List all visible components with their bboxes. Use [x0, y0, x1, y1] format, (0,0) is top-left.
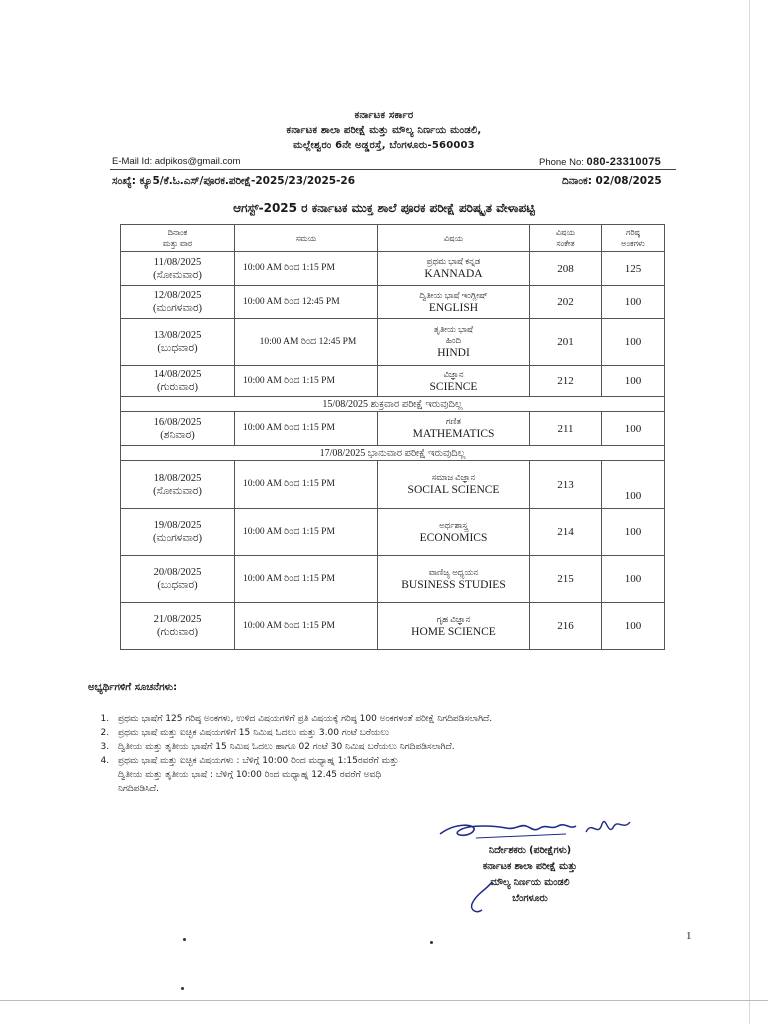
- list-item: 2. ಪ್ರಥಮ ಭಾಷೆ ಮತ್ತು ಐಚ್ಛಿಕ ವಿಷಯಗಳಿಗೆ 15 ನಿಮಿಷ ಓದಲು ಮತ್ತು 3.00 ಗಂಟೆ ಬರೆಯಲು: [112, 726, 712, 740]
- cell-marks: 100: [602, 603, 665, 650]
- table-row: [121, 366, 665, 397]
- note4-line2: ದ್ವಿತೀಯ ಮತ್ತು ತೃತೀಯ ಭಾಷೆ : ಬೆಳಿಗ್ಗೆ 10:00 ರಿಂದ ಮಧ್ಯಾಹ್ನ 12.45 ರವರೆಗೆ ಅವಧಿ: [118, 770, 382, 780]
- cell-code: 216: [530, 603, 602, 650]
- list-item: 3. ದ್ವಿತೀಯ ಮತ್ತು ತೃತೀಯ ಭಾಷೆಗೆ 15 ನಿಮಿಷ ಓದಲು ಹಾಗೂ 02 ಗಂಟೆ 30 ನಿಮಿಷ ಬರೆಯಲು ನಿಗದಿಪಡಿಸಲಾಗಿದೆ.: [112, 740, 712, 754]
- table-row-holiday: [121, 397, 665, 412]
- cell-time: 10:00 AM ರಿಂದ 1:15 PM: [235, 461, 378, 509]
- phone-label: Phone No:: [539, 157, 584, 168]
- header-address: ಮಲ್ಲೇಶ್ವರಂ 6ನೇ ಅಡ್ಡರಸ್ತೆ, ಬೆಂಗಳೂರು-560003: [293, 140, 475, 151]
- cell-date: 11/08/2025 (ಸೋಮವಾರ): [121, 252, 235, 286]
- header-rule: [110, 169, 676, 170]
- cell-date: 14/08/2025 (ಗುರುವಾರ): [121, 366, 235, 397]
- list-item: 1. ಪ್ರಥಮ ಭಾಷೆಗೆ 125 ಗರಿಷ್ಠ ಅಂಕಗಳು, ಉಳಿದ ವಿಷಯಗಳಿಗೆ ಪ್ರತಿ ವಿಷಯಕ್ಕೆ ಗರಿಷ್ಠ 100 ಅಂಕಗಳಂತೆ ಪರೀಕ್ಷೆ ನಿಗದಿಪಡಿಸಲಾಗಿದೆ.: [112, 712, 712, 726]
- table-row: [121, 252, 665, 286]
- header-board: ಕರ್ನಾಟಕ ಶಾಲಾ ಪರೀಕ್ಷೆ ಮತ್ತು ಮೌಲ್ಯ ನಿರ್ಣಯ ಮಂಡಲಿ,: [286, 125, 482, 136]
- cell-date: 18/08/2025 (ಸೋಮವಾರ): [121, 461, 235, 509]
- timetable: [120, 224, 665, 650]
- col-header-time: ಸಮಯ: [235, 225, 378, 252]
- page-title: ಆಗಸ್ಟ್-2025 ರ ಕರ್ನಾಟಕ ಮುಕ್ತ ಶಾಲೆ ಪೂರಕ ಪರೀಕ್ಷೆ ಪರಿಷ್ಕೃತ ವೇಳಾಪಟ್ಟಿ: [233, 201, 535, 215]
- cell-marks: 100: [602, 319, 665, 366]
- cell-marks: 100: [602, 509, 665, 556]
- cell-date: 20/08/2025 (ಬುಧವಾರ): [121, 556, 235, 603]
- list-item: [112, 754, 712, 796]
- table-row: [121, 412, 665, 446]
- cell-time: 10:00 AM ರಿಂದ 1:15 PM: [235, 366, 378, 397]
- phone-number: 080-23310075: [586, 156, 662, 168]
- scan-speck: [430, 941, 433, 944]
- cell-date: 19/08/2025 (ಮಂಗಳವಾರ): [121, 509, 235, 556]
- table-row: [121, 461, 665, 509]
- cell-date: 12/08/2025 (ಮಂಗಳವಾರ): [121, 286, 235, 319]
- cell-code: 211: [530, 412, 602, 446]
- signatory-city: ಬೆಂಗಳೂರು: [512, 893, 548, 904]
- cell-code: 213: [530, 461, 602, 509]
- note4-line1: ಪ್ರಥಮ ಭಾಷೆ ಮತ್ತು ಐಚ್ಛಿಕ ವಿಷಯಗಳು : ಬೆಳಿಗ್ಗೆ 10:00 ರಿಂದ ಮಧ್ಯಾಹ್ನ 1:15ರವರೆಗೆ ಮತ್ತು: [118, 756, 399, 766]
- notes-list: [90, 712, 712, 796]
- cell-code: 202: [530, 286, 602, 319]
- cell-code: 212: [530, 366, 602, 397]
- reference-number: ಸಂಖ್ಯೆ: ಕ್ಯೂ5/ಕೆ.ಓ.ಎಸ್/ಪೂರಕ.ಪರೀಕ್ಷೆ-2025/23/2025-26: [112, 175, 356, 187]
- signatory-org-line1: ಕರ್ನಾಟಕ ಶಾಲಾ ಪರೀಕ್ಷೆ ಮತ್ತು: [482, 861, 578, 872]
- cell-marks: 100: [602, 412, 665, 446]
- cell-code: 201: [530, 319, 602, 366]
- cell-subject: ಗೃಹ ವಿಜ್ಞಾನ HOME SCIENCE: [378, 603, 530, 650]
- scan-speck: [183, 938, 186, 941]
- cell-marks: 100: [602, 286, 665, 319]
- table-row: [121, 509, 665, 556]
- cell-time: 10:00 AM ರಿಂದ 1:15 PM: [235, 556, 378, 603]
- cell-marks: 100: [602, 556, 665, 603]
- scan-edge: [749, 0, 750, 1024]
- table-row: [121, 603, 665, 650]
- table-row: [121, 286, 665, 319]
- phone-text: [539, 156, 661, 168]
- cell-time: 10:00 AM ರಿಂದ 1:15 PM: [235, 509, 378, 556]
- signature-flourish: [462, 880, 502, 916]
- cell-subject: ಗಣಿತ MATHEMATICS: [378, 412, 530, 446]
- cell-marks: 100: [602, 366, 665, 397]
- notes-heading: ಅಭ್ಯರ್ಥಿಗಳಿಗೆ ಸೂಚನೆಗಳು:: [88, 682, 178, 693]
- cell-code: 214: [530, 509, 602, 556]
- header-govt: ಕರ್ನಾಟಕ ಸರ್ಕಾರ: [354, 110, 414, 121]
- holiday-note: 15/08/2025 ಶುಕ್ರವಾರ ಪರೀಕ್ಷೆ ಇರುವುದಿಲ್ಲ: [121, 397, 665, 412]
- cell-marks: 125: [602, 252, 665, 286]
- cell-marks: 100: [602, 461, 665, 509]
- signatory-designation: ನಿರ್ದೇಶಕರು (ಪರೀಕ್ಷೆಗಳು): [488, 845, 572, 856]
- scan-bottom-edge: [0, 1000, 768, 1001]
- cell-date: 13/08/2025 (ಬುಧವಾರ): [121, 319, 235, 366]
- email-text: E-Mail Id: adpikos@gmail.com: [112, 156, 241, 167]
- cell-subject: ದ್ವಿತೀಯ ಭಾಷೆ ಇಂಗ್ಲೀಷ್ ENGLISH: [378, 286, 530, 319]
- table-row: [121, 556, 665, 603]
- cell-subject: ಸಮಾಜ ವಿಜ್ಞಾನ SOCIAL SCIENCE: [378, 461, 530, 509]
- table-row: [121, 319, 665, 366]
- holiday-note: 17/08/2025 ಭಾನುವಾರ ಪರೀಕ್ಷೆ ಇರುವುದಿಲ್ಲ: [121, 446, 665, 461]
- cell-date: 16/08/2025 (ಶನಿವಾರ): [121, 412, 235, 446]
- cell-time: 10:00 AM ರಿಂದ 12:45 PM: [235, 319, 378, 366]
- cell-subject: ವಿಜ್ಞಾನ SCIENCE: [378, 366, 530, 397]
- table-row-holiday: [121, 446, 665, 461]
- scan-speck: [181, 987, 184, 990]
- cell-date: 21/08/2025 (ಗುರುವಾರ): [121, 603, 235, 650]
- cell-subject: ತೃತೀಯ ಭಾಷೆ ಹಿಂದಿ HINDI: [378, 319, 530, 366]
- document-date: ದಿನಾಂಕ: 02/08/2025: [562, 175, 662, 187]
- note4-line3: ನಿಗದಿಪಡಿಸಿದೆ.: [118, 784, 159, 794]
- signatory-org-line2: ಮೌಲ್ಯ ನಿರ್ಣಯ ಮಂಡಲಿ: [490, 877, 570, 888]
- cell-time: 10:00 AM ರಿಂದ 1:15 PM: [235, 603, 378, 650]
- cell-code: 208: [530, 252, 602, 286]
- page-number: 1: [686, 930, 692, 942]
- table-header-row: [121, 225, 665, 252]
- cell-subject: ಅರ್ಥಶಾಸ್ತ್ರ ECONOMICS: [378, 509, 530, 556]
- col-header-marks: ಗರಿಷ್ಠ ಅಂಕಗಳು: [602, 225, 665, 252]
- cell-time: 10:00 AM ರಿಂದ 12:45 PM: [235, 286, 378, 319]
- cell-time: 10:00 AM ರಿಂದ 1:15 PM: [235, 252, 378, 286]
- cell-subject: ವಾಣಿಜ್ಯ ಅಧ್ಯಯನ BUSINESS STUDIES: [378, 556, 530, 603]
- cell-time: 10:00 AM ರಿಂದ 1:15 PM: [235, 412, 378, 446]
- col-header-date: ದಿನಾಂಕ ಮತ್ತು ವಾರ: [121, 225, 235, 252]
- cell-subject: ಪ್ರಥಮ ಭಾಷೆ ಕನ್ನಡ KANNADA: [378, 252, 530, 286]
- col-header-subject: ವಿಷಯ: [378, 225, 530, 252]
- col-header-code: ವಿಷಯ ಸಂಕೇತ: [530, 225, 602, 252]
- cell-code: 215: [530, 556, 602, 603]
